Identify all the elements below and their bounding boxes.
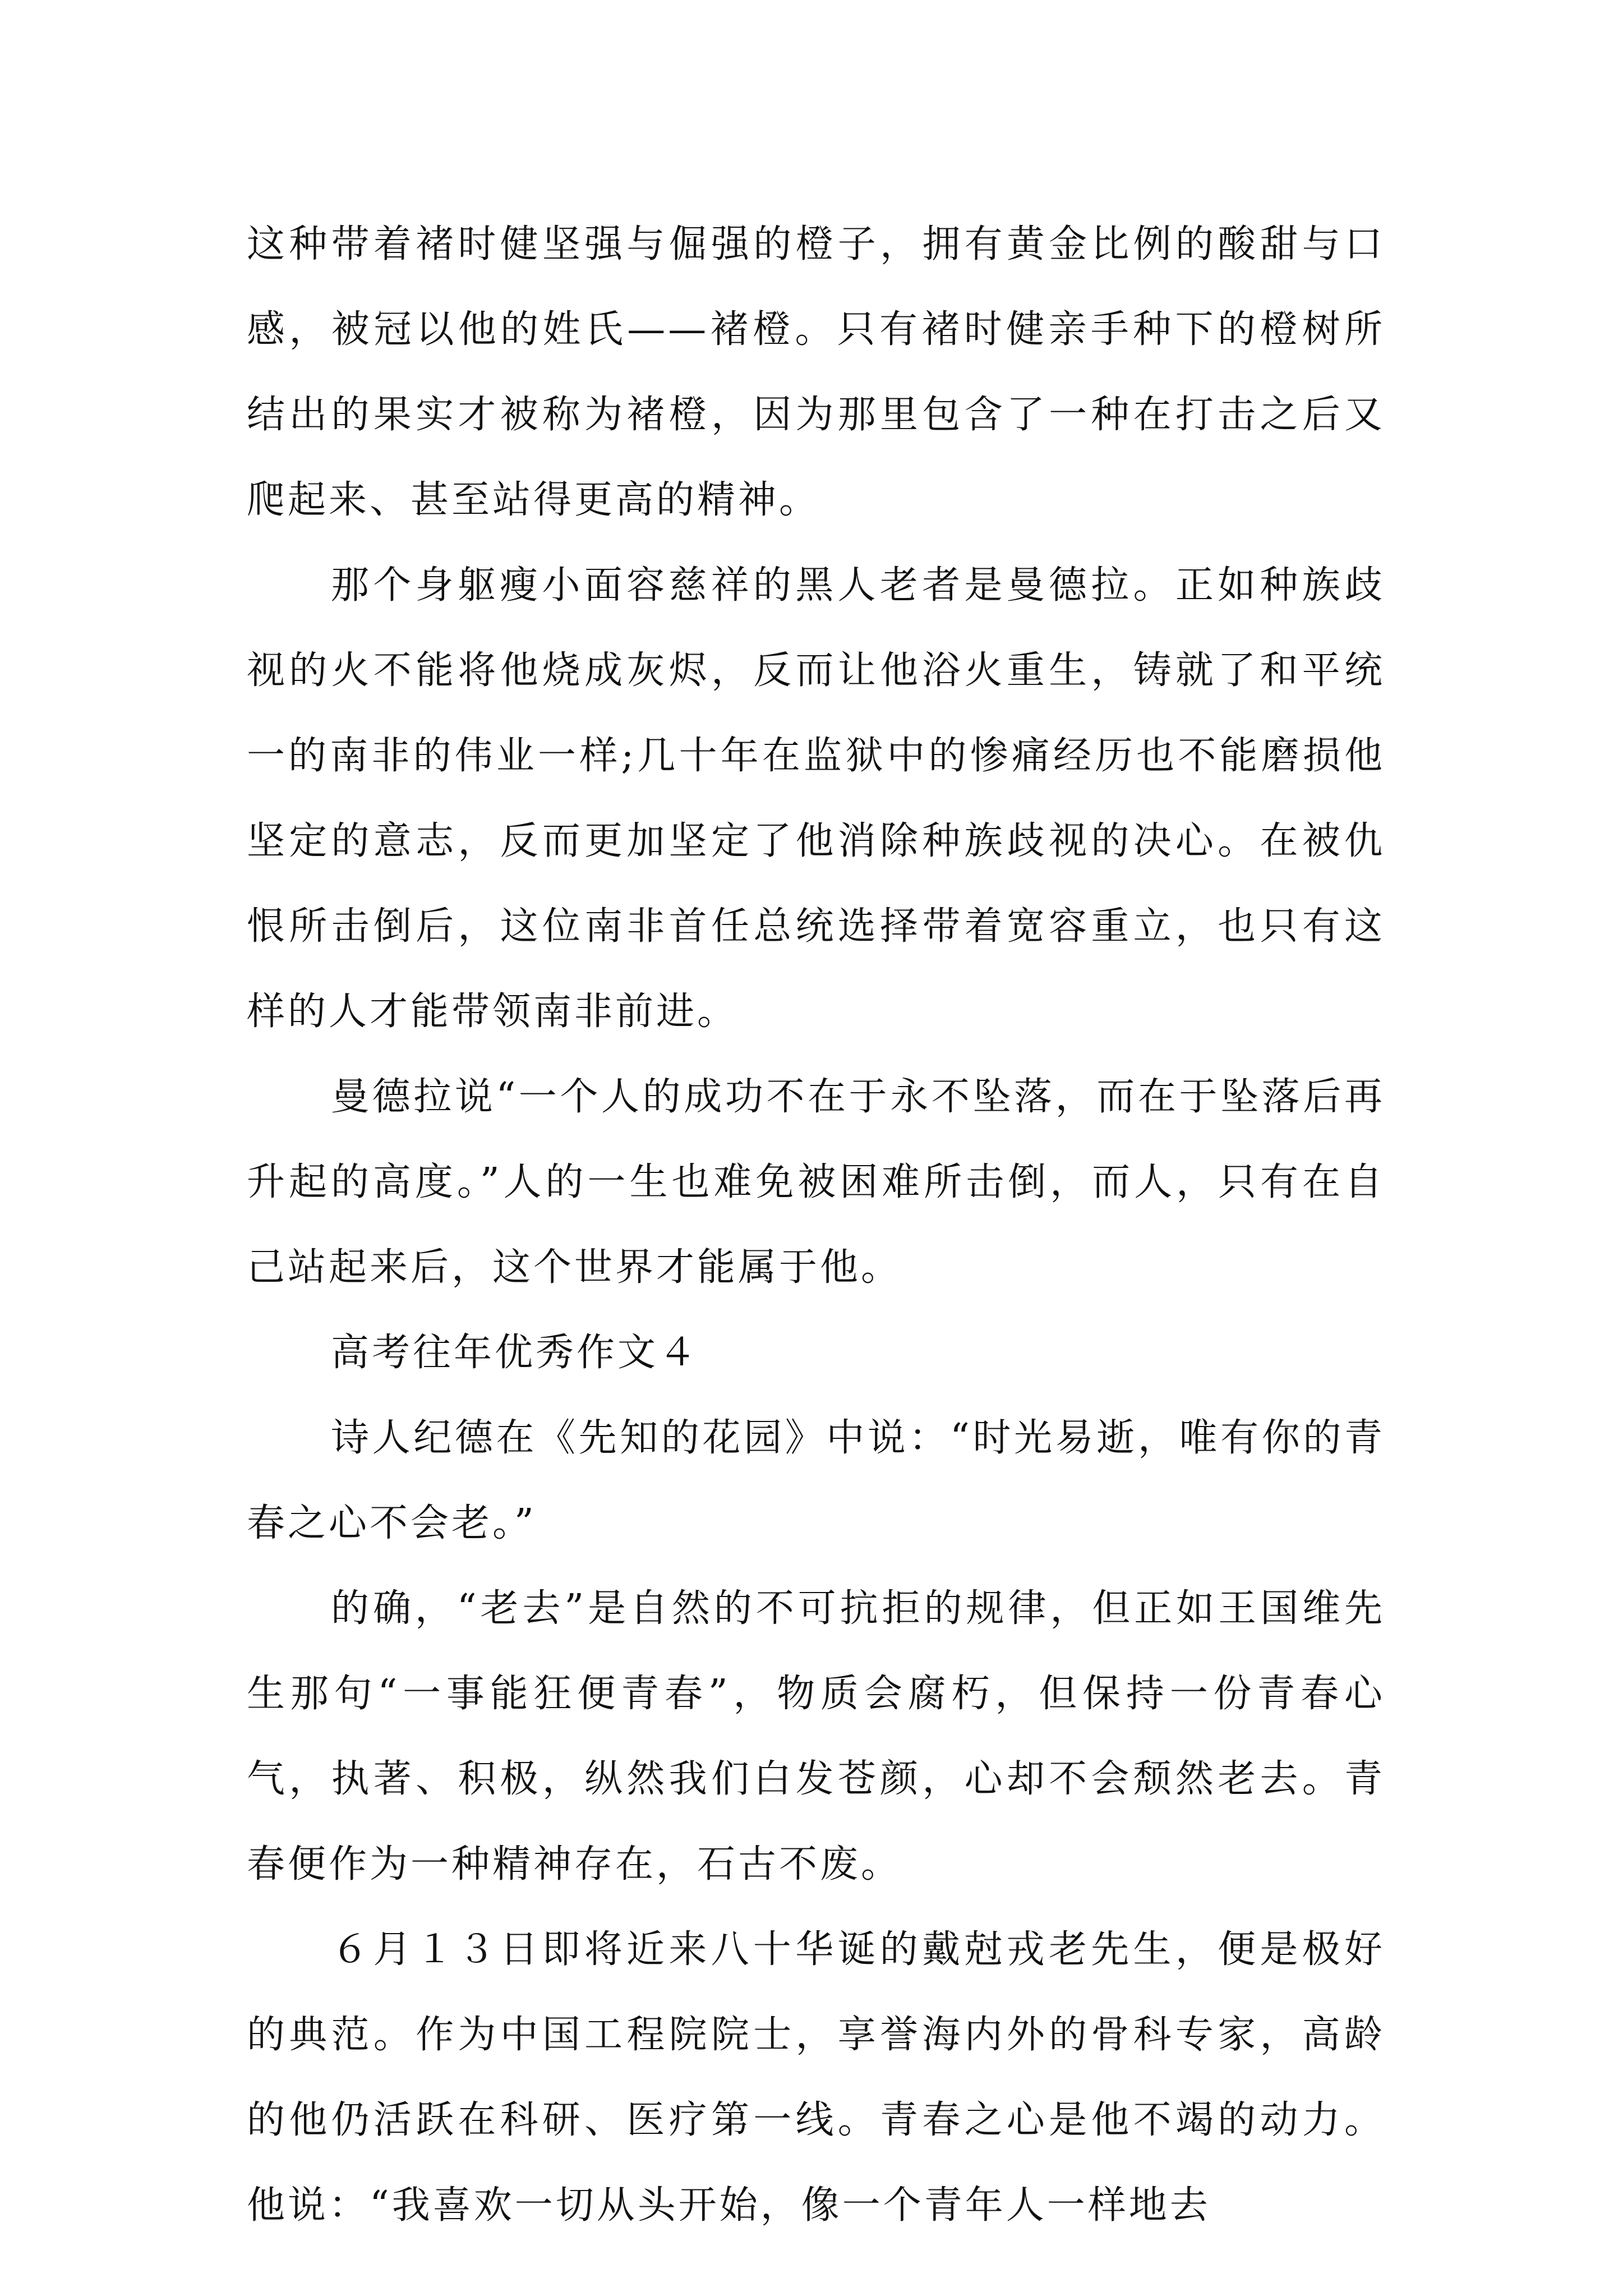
paragraph-mandela: 那个身躯瘦小面容慈祥的黑人老者是曼德拉。正如种族歧视的火不能将他烧成灰烬，反而让他浴火重生，铸就了和平统一的南非的伟业一样;几十年在监狱中的惨痛经历也不能磨损他坚定的意志，反而更加坚定了他消除种族歧视的决心。在被仇恨所击倒后，这位南非首任总统选择带着宽容重立，也只有这样的人才能带领南非前进。 xyxy=(247,563,1385,1034)
essay-heading: 高考往年优秀作文４ xyxy=(331,1331,700,1375)
paragraph-dai-kerong: ６月１３日即将近来八十华诞的戴尅戎老先生，便是极好的典范。作为中国工程院院士，享誉海内外的骨科专家，高龄的他仍活跃在科研、医疗第一线。青春之心是他不竭的动力。他说：“我喜欢一切从头开始，像一个青年人一样地去 xyxy=(247,1927,1385,2228)
paragraph-youth-spirit: 的确，“老去”是自然的不可抗拒的规律，但正如王国维先生那句“一事能狂便青春”，物质会腐朽，但保持一份青春心气，执著、积极，纵然我们白发苍颜，心却不会颓然老去。青春便作为一种精神存在，石古不废。 xyxy=(247,1586,1385,1887)
document-body xyxy=(247,202,1385,2248)
paragraph-chu-orange: 这种带着褚时健坚强与倔强的橙子，拥有黄金比例的酸甜与口感，被冠以他的姓氏——褚橙。只有褚时健亲手种下的橙树所结出的果实才被称为褚橙，因为那里包含了一种在打击之后又爬起来、甚至站得更高的精神。 xyxy=(247,222,1385,522)
paragraph-mandela-quote: 曼德拉说“一个人的成功不在于永不坠落，而在于坠落后再升起的高度。”人的一生也难免被困难所击倒，而人，只有在自己站起来后，这个世界才能属于他。 xyxy=(247,1075,1385,1290)
paragraph-gide-quote: 诗人纪德在《先知的花园》中说：“时光易逝，唯有你的青春之心不会老。” xyxy=(247,1416,1385,1545)
